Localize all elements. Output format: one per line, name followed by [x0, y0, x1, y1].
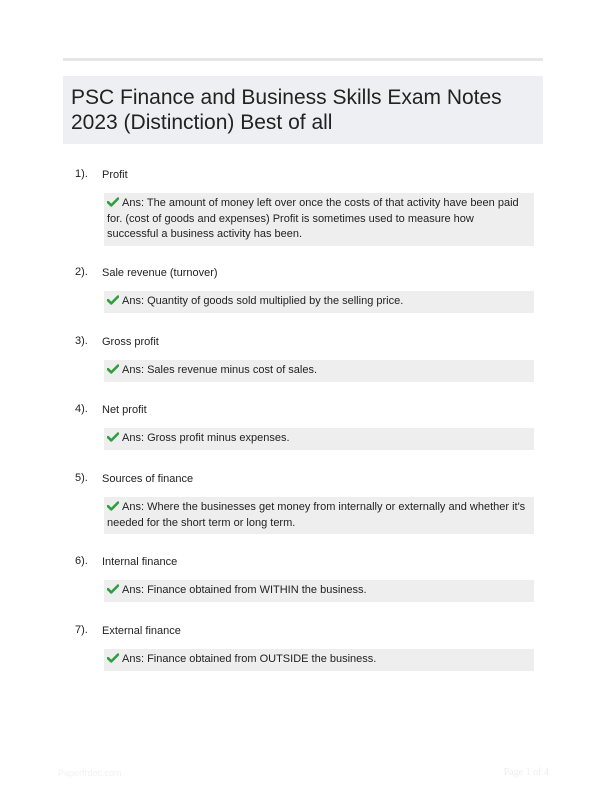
answer-text: Ans: Finance obtained from WITHIN the business. — [122, 584, 367, 596]
question-text: External finance — [102, 625, 181, 637]
answer-box — [104, 428, 534, 450]
top-divider — [63, 58, 543, 61]
question-number: 3). — [75, 335, 88, 347]
check-icon — [107, 653, 119, 663]
check-icon — [107, 364, 119, 374]
question-text: Gross profit — [102, 336, 159, 348]
answer-box — [104, 497, 534, 534]
question-number: 6). — [75, 555, 88, 567]
answer-text: Ans: Quantity of goods sold multiplied by the selling price. — [122, 295, 404, 307]
answer-box — [104, 360, 534, 382]
answer-box — [104, 649, 534, 671]
footer-watermark: Paperfrdoc.com — [58, 768, 122, 778]
check-icon — [107, 295, 119, 305]
check-icon — [107, 197, 119, 207]
question-text: Sources of finance — [102, 473, 194, 485]
answer-text: Ans: Where the businesses get money from internally or externally and whether it's needed for the short term or long term. — [107, 501, 526, 529]
question-text: Profit — [102, 169, 128, 181]
check-icon — [107, 584, 119, 594]
question-text: Net profit — [102, 404, 147, 416]
check-icon — [107, 501, 119, 511]
answer-text: Ans: Sales revenue minus cost of sales. — [122, 364, 318, 376]
answer-box — [104, 580, 534, 602]
check-icon — [107, 432, 119, 442]
answer-box — [104, 291, 534, 313]
answer-text: Ans: Finance obtained from OUTSIDE the business. — [122, 653, 377, 665]
question-text: Sale revenue (turnover) — [102, 267, 218, 279]
question-number: 7). — [75, 624, 88, 636]
answer-box — [104, 193, 534, 246]
question-number: 5). — [75, 472, 88, 484]
title-banner — [63, 76, 543, 144]
answer-text: Ans: Gross profit minus expenses. — [122, 432, 290, 444]
question-number: 4). — [75, 403, 88, 415]
page-title: PSC Finance and Business Skills Exam Notes 2023 (Distinction) Best of all — [71, 86, 502, 134]
answer-text: Ans: The amount of money left over once the costs of that activity have been paid for. (cost of goods and expenses) Profit is sometimes used to measure how successful a business activity has been. — [107, 197, 519, 240]
question-text: Internal finance — [102, 556, 178, 568]
page-indicator: Page 1 of 4 — [503, 767, 549, 778]
question-number: 1). — [75, 168, 88, 180]
question-number: 2). — [75, 266, 88, 278]
